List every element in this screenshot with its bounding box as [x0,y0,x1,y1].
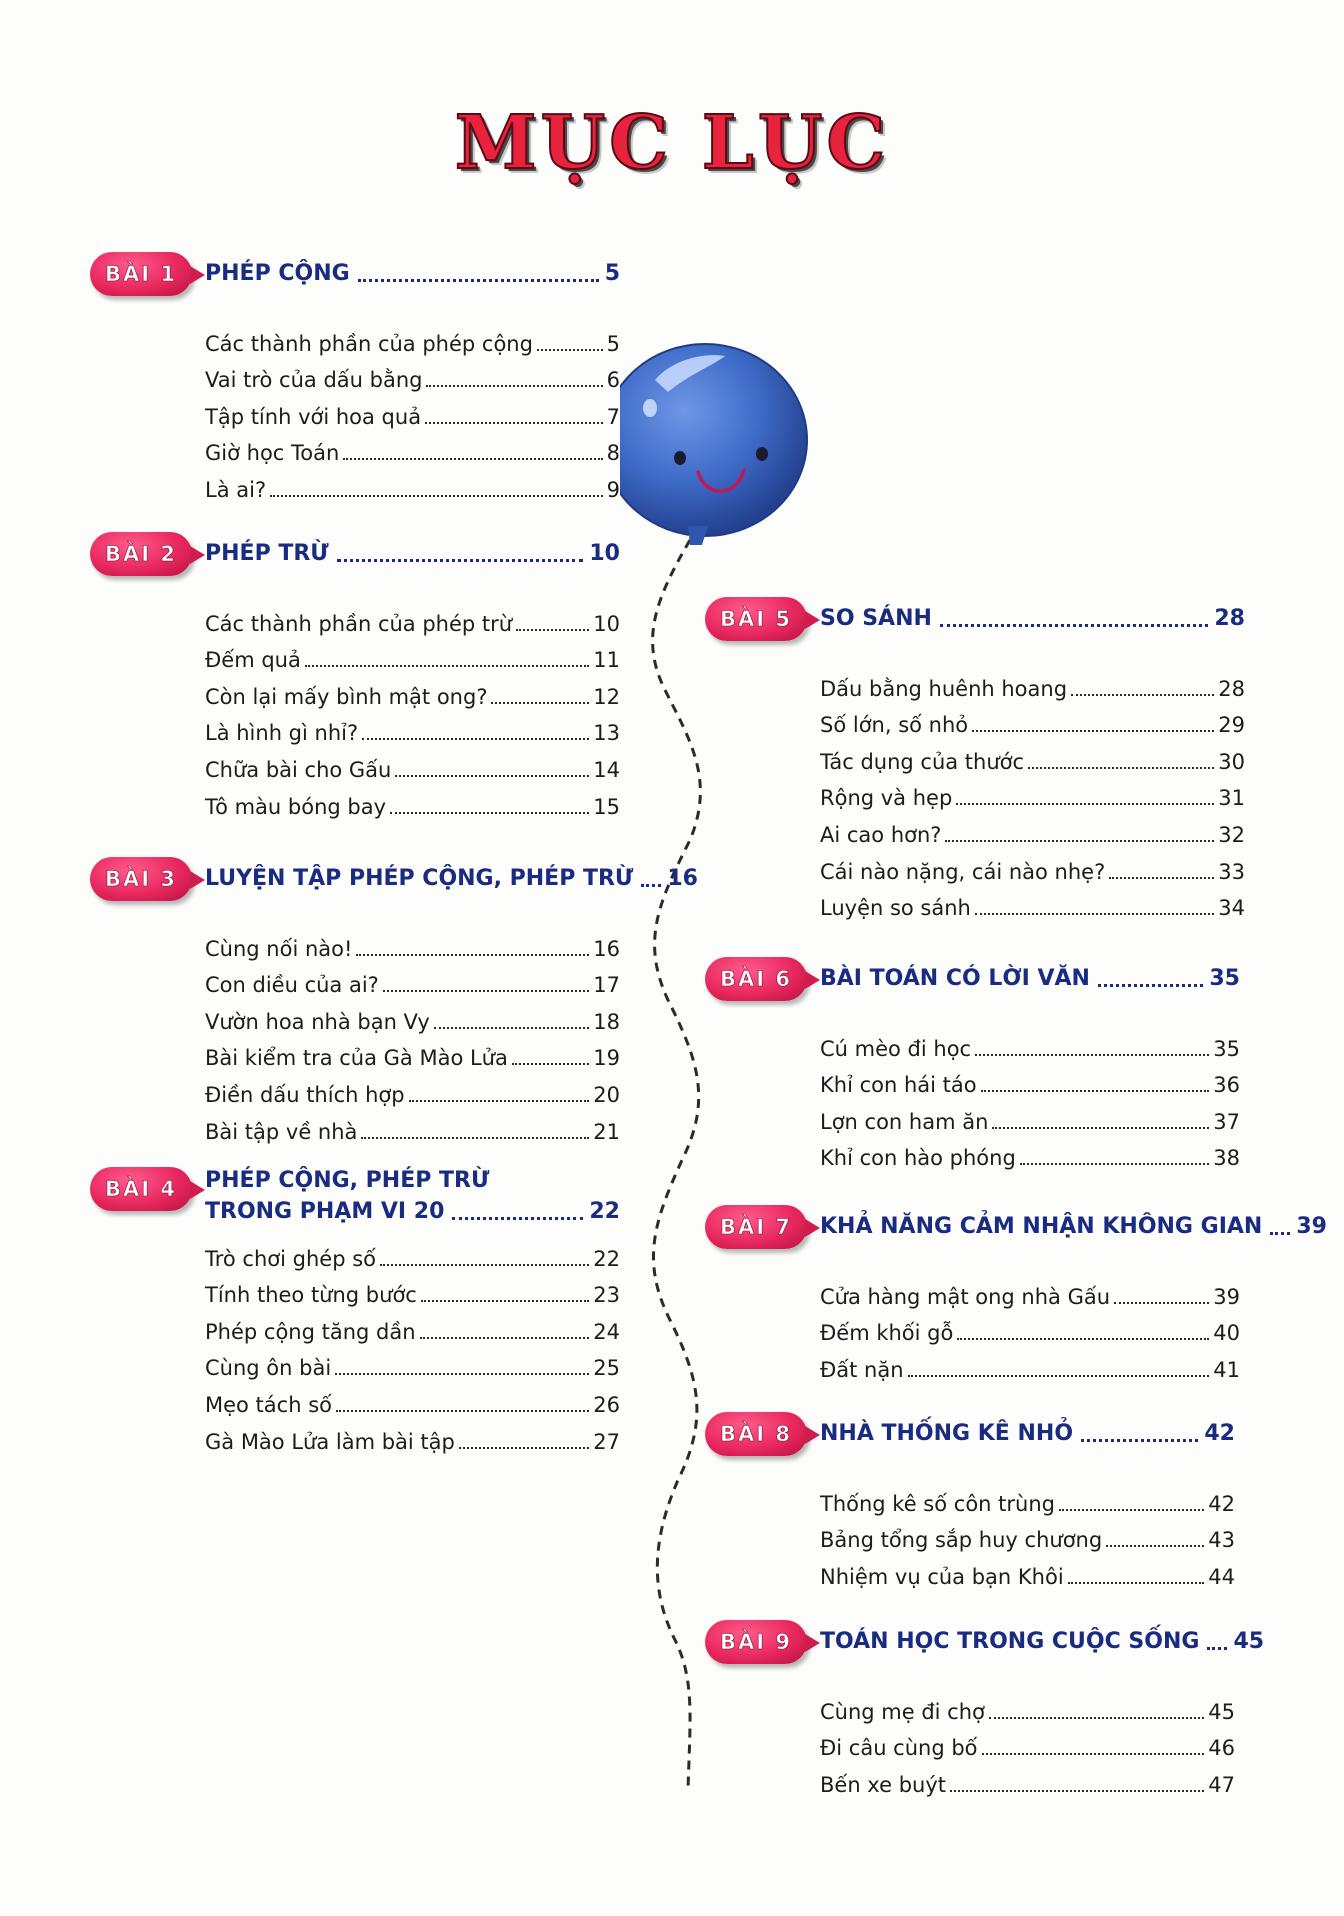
toc-item-label: Điền dấu thích hợp [205,1082,405,1107]
dot-leader [956,803,1214,805]
lesson-items [820,1690,1235,1800]
toc-item[interactable] [820,1519,1235,1556]
toc-item[interactable] [820,850,1245,887]
toc-item[interactable] [205,395,620,432]
toc-item-label: Phép cộng tăng dần [205,1319,416,1344]
toc-item-label: Gà Mào Lửa làm bài tập [205,1429,455,1454]
toc-item-page: 45 [1208,1699,1235,1724]
toc-item-label: Khỉ con hái táo [820,1073,977,1098]
dot-leader [989,1717,1204,1719]
toc-item-label: Chữa bài cho Gấu [205,757,392,782]
toc-item[interactable] [205,1274,620,1311]
toc-item-page: 36 [1213,1073,1240,1098]
toc-item-label: Con diều của ai? [205,973,379,998]
dot-leader [425,422,603,424]
toc-item-page: 6 [606,368,620,393]
lesson-items [820,667,1245,923]
toc-item-label: Vai trò của dấu bằng [205,368,423,393]
toc-item-label: Còn lại mấy bình mật ong? [205,684,488,709]
lesson-badge: BÀI 6 [705,957,807,1001]
toc-item-page: 11 [593,648,620,673]
lesson-header [705,595,1245,651]
dot-leader [362,738,589,740]
lesson-items [820,1275,1240,1385]
toc-item[interactable] [820,1482,1235,1519]
dot-leader [945,840,1214,842]
toc-item-page: 27 [593,1429,620,1454]
lesson-items [820,1482,1235,1592]
toc-item[interactable] [820,813,1245,850]
dot-leader [305,665,589,667]
toc-item-label: Ai cao hơn? [820,822,942,847]
lesson-5 [705,595,1245,923]
toc-item[interactable] [820,667,1245,704]
lesson-title-text: LUYỆN TẬP PHÉP CỘNG, PHÉP TRỪ [205,866,634,891]
toc-item-page: 28 [1218,676,1245,701]
lesson-title[interactable] [820,1626,1265,1657]
toc-item-page: 5 [606,331,620,356]
lesson-title[interactable] [205,538,620,569]
lesson-badge: BÀI 9 [705,1620,807,1664]
toc-item[interactable] [820,1064,1240,1101]
lesson-page-number: 39 [1296,1214,1327,1239]
toc-item[interactable] [820,777,1245,814]
toc-item-page: 33 [1218,859,1245,884]
lesson-title[interactable] [820,1418,1235,1449]
dot-leader [641,884,661,887]
toc-item[interactable] [820,1555,1235,1592]
dot-leader [434,1027,589,1029]
lesson-4 [90,1165,620,1457]
toc-item-label: Là hình gì nhỉ? [205,721,359,746]
toc-item-page: 34 [1218,896,1245,921]
dot-leader [361,1137,589,1139]
toc-item[interactable] [205,1347,620,1384]
toc-item-label: Vườn hoa nhà bạn Vy [205,1009,430,1034]
balloon-body [620,344,807,545]
lesson-title[interactable] [820,603,1245,634]
dot-leader [537,349,603,351]
toc-item-page: 31 [1218,786,1245,811]
toc-item[interactable] [205,748,620,785]
dot-leader [409,1100,590,1102]
toc-item[interactable] [820,1275,1240,1312]
lesson-header [90,530,620,586]
toc-item-page: 42 [1208,1491,1235,1516]
lesson-page-number: 10 [589,541,620,566]
lesson-items [205,602,620,822]
toc-item-page: 20 [593,1082,620,1107]
toc-item-label: Luyện so sánh [820,896,971,921]
lesson-badge: BÀI 2 [90,532,192,576]
toc-item-page: 30 [1218,749,1245,774]
lesson-badge: BÀI 5 [705,597,807,641]
lesson-header [705,1618,1265,1674]
toc-item[interactable] [205,1237,620,1274]
dot-leader [337,559,584,562]
toc-item-label: Giờ học Toán [205,441,340,466]
lesson-title[interactable] [205,1165,620,1227]
toc-item-label: Là ai? [205,477,267,502]
toc-item-label: Cú mèo đi học [820,1036,972,1061]
toc-item-label: Đất nặn [820,1357,904,1382]
toc-item[interactable] [205,675,620,712]
toc-item-label: Bến xe buýt [820,1772,946,1797]
toc-item-label: Cùng ôn bài [205,1356,332,1381]
toc-item-label: Trò chơi ghép số [205,1246,377,1271]
toc-item-label: Đếm quả [205,648,301,673]
dot-leader [358,279,599,282]
lesson-header [90,1165,620,1224]
lesson-badge: BÀI 7 [705,1205,807,1249]
toc-item[interactable] [205,1110,620,1147]
toc-item[interactable] [820,704,1245,741]
toc-item-page: 32 [1218,822,1245,847]
lesson-title-text: KHẢ NĂNG CẢM NHẬN KHÔNG GIAN [820,1214,1263,1239]
toc-item-page: 35 [1213,1036,1240,1061]
toc-item[interactable] [820,887,1245,924]
toc-item-label: Nhiệm vụ của bạn Khôi [820,1564,1064,1589]
dot-leader [1098,984,1203,987]
lesson-header [705,1410,1235,1466]
toc-item[interactable] [820,1763,1235,1800]
toc-item-page: 24 [593,1319,620,1344]
dot-leader [1068,1582,1205,1584]
toc-item-page: 21 [593,1119,620,1144]
toc-item[interactable] [820,1100,1240,1137]
page-title: MỤC LỤC [454,100,890,186]
toc-item-page: 15 [593,794,620,819]
toc-item-label: Rộng và hẹp [820,786,953,811]
toc-item-page: 43 [1208,1528,1235,1553]
toc-item-page: 19 [593,1046,620,1071]
toc-item-label: Cái nào nặng, cái nào nhẹ? [820,859,1106,884]
toc-item[interactable] [820,1690,1235,1727]
lesson-2 [90,530,620,822]
toc-item-page: 10 [593,611,620,636]
toc-item-label: Bài kiểm tra của Gà Mào Lửa [205,1046,508,1071]
toc-item-label: Tính theo từng bước [205,1283,417,1308]
toc-item-page: 12 [593,684,620,709]
toc-item-page: 18 [593,1009,620,1034]
dot-leader [975,913,1214,915]
toc-item[interactable] [205,322,620,359]
lesson-page-number: 5 [604,261,620,286]
toc-item-label: Cùng mẹ đi chợ [820,1699,985,1724]
dot-leader [1020,1163,1209,1165]
dot-leader [452,1217,583,1220]
dot-leader [982,1753,1205,1755]
toc-item[interactable] [820,1027,1240,1064]
toc-item-label: Tác dụng của thước [820,749,1025,774]
toc-item-label: Tô màu bóng bay [205,794,387,819]
toc-item-label: Bảng tổng sắp huy chương [820,1528,1103,1553]
dot-leader [981,1090,1210,1092]
toc-item-page: 9 [606,477,620,502]
dot-leader [908,1375,1210,1377]
lesson-title-text: TOÁN HỌC TRONG CUỘC SỐNG [820,1629,1200,1654]
toc-item-label: Dấu bằng huênh hoang [820,676,1068,701]
dot-leader [380,1264,589,1266]
toc-item-label: Mẹo tách số [205,1392,332,1417]
toc-item-label: Đếm khối gỗ [820,1321,954,1346]
toc-item[interactable] [820,1348,1240,1385]
lesson-header [90,855,698,911]
toc-item[interactable] [820,1727,1235,1764]
dot-leader [1207,1647,1227,1650]
toc-item[interactable] [205,1073,620,1110]
toc-item[interactable] [205,785,620,822]
toc-item-page: 16 [593,936,620,961]
lesson-page-number: 22 [589,1199,620,1224]
dot-leader [940,624,1208,627]
lesson-title[interactable] [820,1211,1327,1242]
toc-item-page: 47 [1208,1772,1235,1797]
dot-leader [957,1338,1209,1340]
dot-leader [972,730,1214,732]
dot-leader [1106,1545,1204,1547]
lesson-items [820,1027,1240,1173]
toc-item[interactable] [205,432,620,469]
toc-item[interactable] [820,1137,1240,1174]
dot-leader [1059,1509,1204,1511]
lesson-header [705,1203,1327,1259]
toc-item[interactable] [205,359,620,396]
toc-item-label: Thống kê số côn trùng [820,1491,1055,1516]
toc-item-page: 17 [593,973,620,998]
dot-leader [1109,877,1214,879]
lesson-page-number: 42 [1204,1421,1235,1446]
toc-item-page: 44 [1208,1564,1235,1589]
toc-item-label: Tập tính với hoa quả [205,404,422,429]
lesson-title-text: PHÉP TRỪ [205,541,329,566]
dot-leader [395,775,589,777]
toc-item[interactable] [205,964,620,1001]
lesson-page-number: 45 [1233,1629,1265,1654]
toc-item[interactable] [205,602,620,639]
dot-leader [421,1300,589,1302]
toc-item[interactable] [820,740,1245,777]
lesson-9 [705,1618,1265,1800]
dot-leader [270,495,603,497]
lesson-title-text: BÀI TOÁN CÓ LỜI VĂN [820,966,1090,991]
dot-leader [336,1410,589,1412]
dot-leader [1081,1439,1198,1442]
toc-item-label: Bài tập về nhà [205,1119,358,1144]
toc-item-page: 22 [593,1246,620,1271]
dot-leader [975,1054,1209,1056]
dot-leader [383,990,589,992]
toc-item[interactable] [205,712,620,749]
toc-item-page: 14 [593,757,620,782]
toc-item-page: 38 [1213,1146,1240,1171]
dot-leader [343,458,602,460]
toc-item[interactable] [205,639,620,676]
toc-item-page: 7 [606,404,620,429]
toc-item-label: Đi câu cùng bố [820,1736,978,1761]
toc-item-page: 26 [593,1392,620,1417]
dot-leader [1270,1232,1290,1235]
dot-leader [1028,767,1214,769]
dot-leader [420,1337,590,1339]
lesson-title-line1: PHÉP CỘNG, PHÉP TRỪ [205,1168,490,1193]
dot-leader [512,1063,589,1065]
dot-leader [1071,694,1214,696]
lesson-badge: BÀI 8 [705,1412,807,1456]
lesson-badge: BÀI 3 [90,857,192,901]
lesson-8 [705,1410,1235,1592]
toc-item-page: 39 [1213,1284,1240,1309]
toc-item-label: Khỉ con hào phóng [820,1146,1016,1171]
lesson-header [90,250,620,306]
lesson-1 [90,250,620,505]
toc-item-page: 46 [1208,1736,1235,1761]
toc-item[interactable] [205,468,620,505]
toc-item-label: Cửa hàng mật ong nhà Gấu [820,1284,1111,1309]
lesson-title[interactable] [820,963,1240,994]
toc-item-page: 37 [1213,1109,1240,1134]
lesson-page-number: 35 [1209,966,1240,991]
lesson-badge: BÀI 1 [90,252,192,296]
lesson-3 [90,855,698,1147]
toc-item[interactable] [205,1000,620,1037]
dot-leader [426,385,602,387]
lesson-title[interactable] [205,863,698,894]
dot-leader [356,954,589,956]
toc-item[interactable] [205,1420,620,1457]
dot-leader [390,812,589,814]
toc-item-label: Số lớn, số nhỏ [820,713,969,738]
toc-item-page: 25 [593,1356,620,1381]
toc-item-label: Lợn con ham ăn [820,1109,989,1134]
lesson-page-number: 16 [667,866,698,891]
toc-item[interactable] [820,1312,1240,1349]
lesson-page-number: 28 [1214,606,1245,631]
dot-leader [459,1447,589,1449]
toc-item-page: 13 [593,721,620,746]
dot-leader [950,1790,1204,1792]
lesson-items [205,322,620,505]
toc-item-page: 29 [1218,713,1245,738]
lesson-title-text: SO SÁNH [820,606,932,631]
lesson-7 [705,1203,1327,1385]
toc-item-label: Các thành phần của phép cộng [205,331,533,356]
toc-item-label: Các thành phần của phép trừ [205,611,513,636]
lesson-header [705,955,1240,1011]
lesson-6 [705,955,1240,1173]
lesson-title[interactable] [205,258,620,289]
dot-leader [1114,1302,1209,1304]
toc-item-page: 40 [1213,1321,1240,1346]
lesson-items [205,1237,620,1457]
toc-item-page: 23 [593,1283,620,1308]
toc-item-page: 41 [1213,1357,1240,1382]
lesson-badge: BÀI 4 [90,1167,192,1211]
toc-item[interactable] [205,927,620,964]
toc-item[interactable] [205,1383,620,1420]
toc-item-label: Cùng nối nào! [205,936,353,961]
toc-item[interactable] [205,1310,620,1347]
dot-leader [516,629,589,631]
toc-item-page: 8 [606,441,620,466]
toc-item[interactable] [205,1037,620,1074]
dot-leader [335,1373,589,1375]
lesson-title-text: NHÀ THỐNG KÊ NHỎ [820,1421,1074,1446]
lesson-items [205,927,620,1147]
lesson-title-text: PHÉP CỘNG [205,261,350,286]
dot-leader [491,702,589,704]
dot-leader [992,1127,1209,1129]
balloon-string [653,540,701,1790]
lesson-title-line2: TRONG PHẠM VI 20 [205,1199,445,1224]
